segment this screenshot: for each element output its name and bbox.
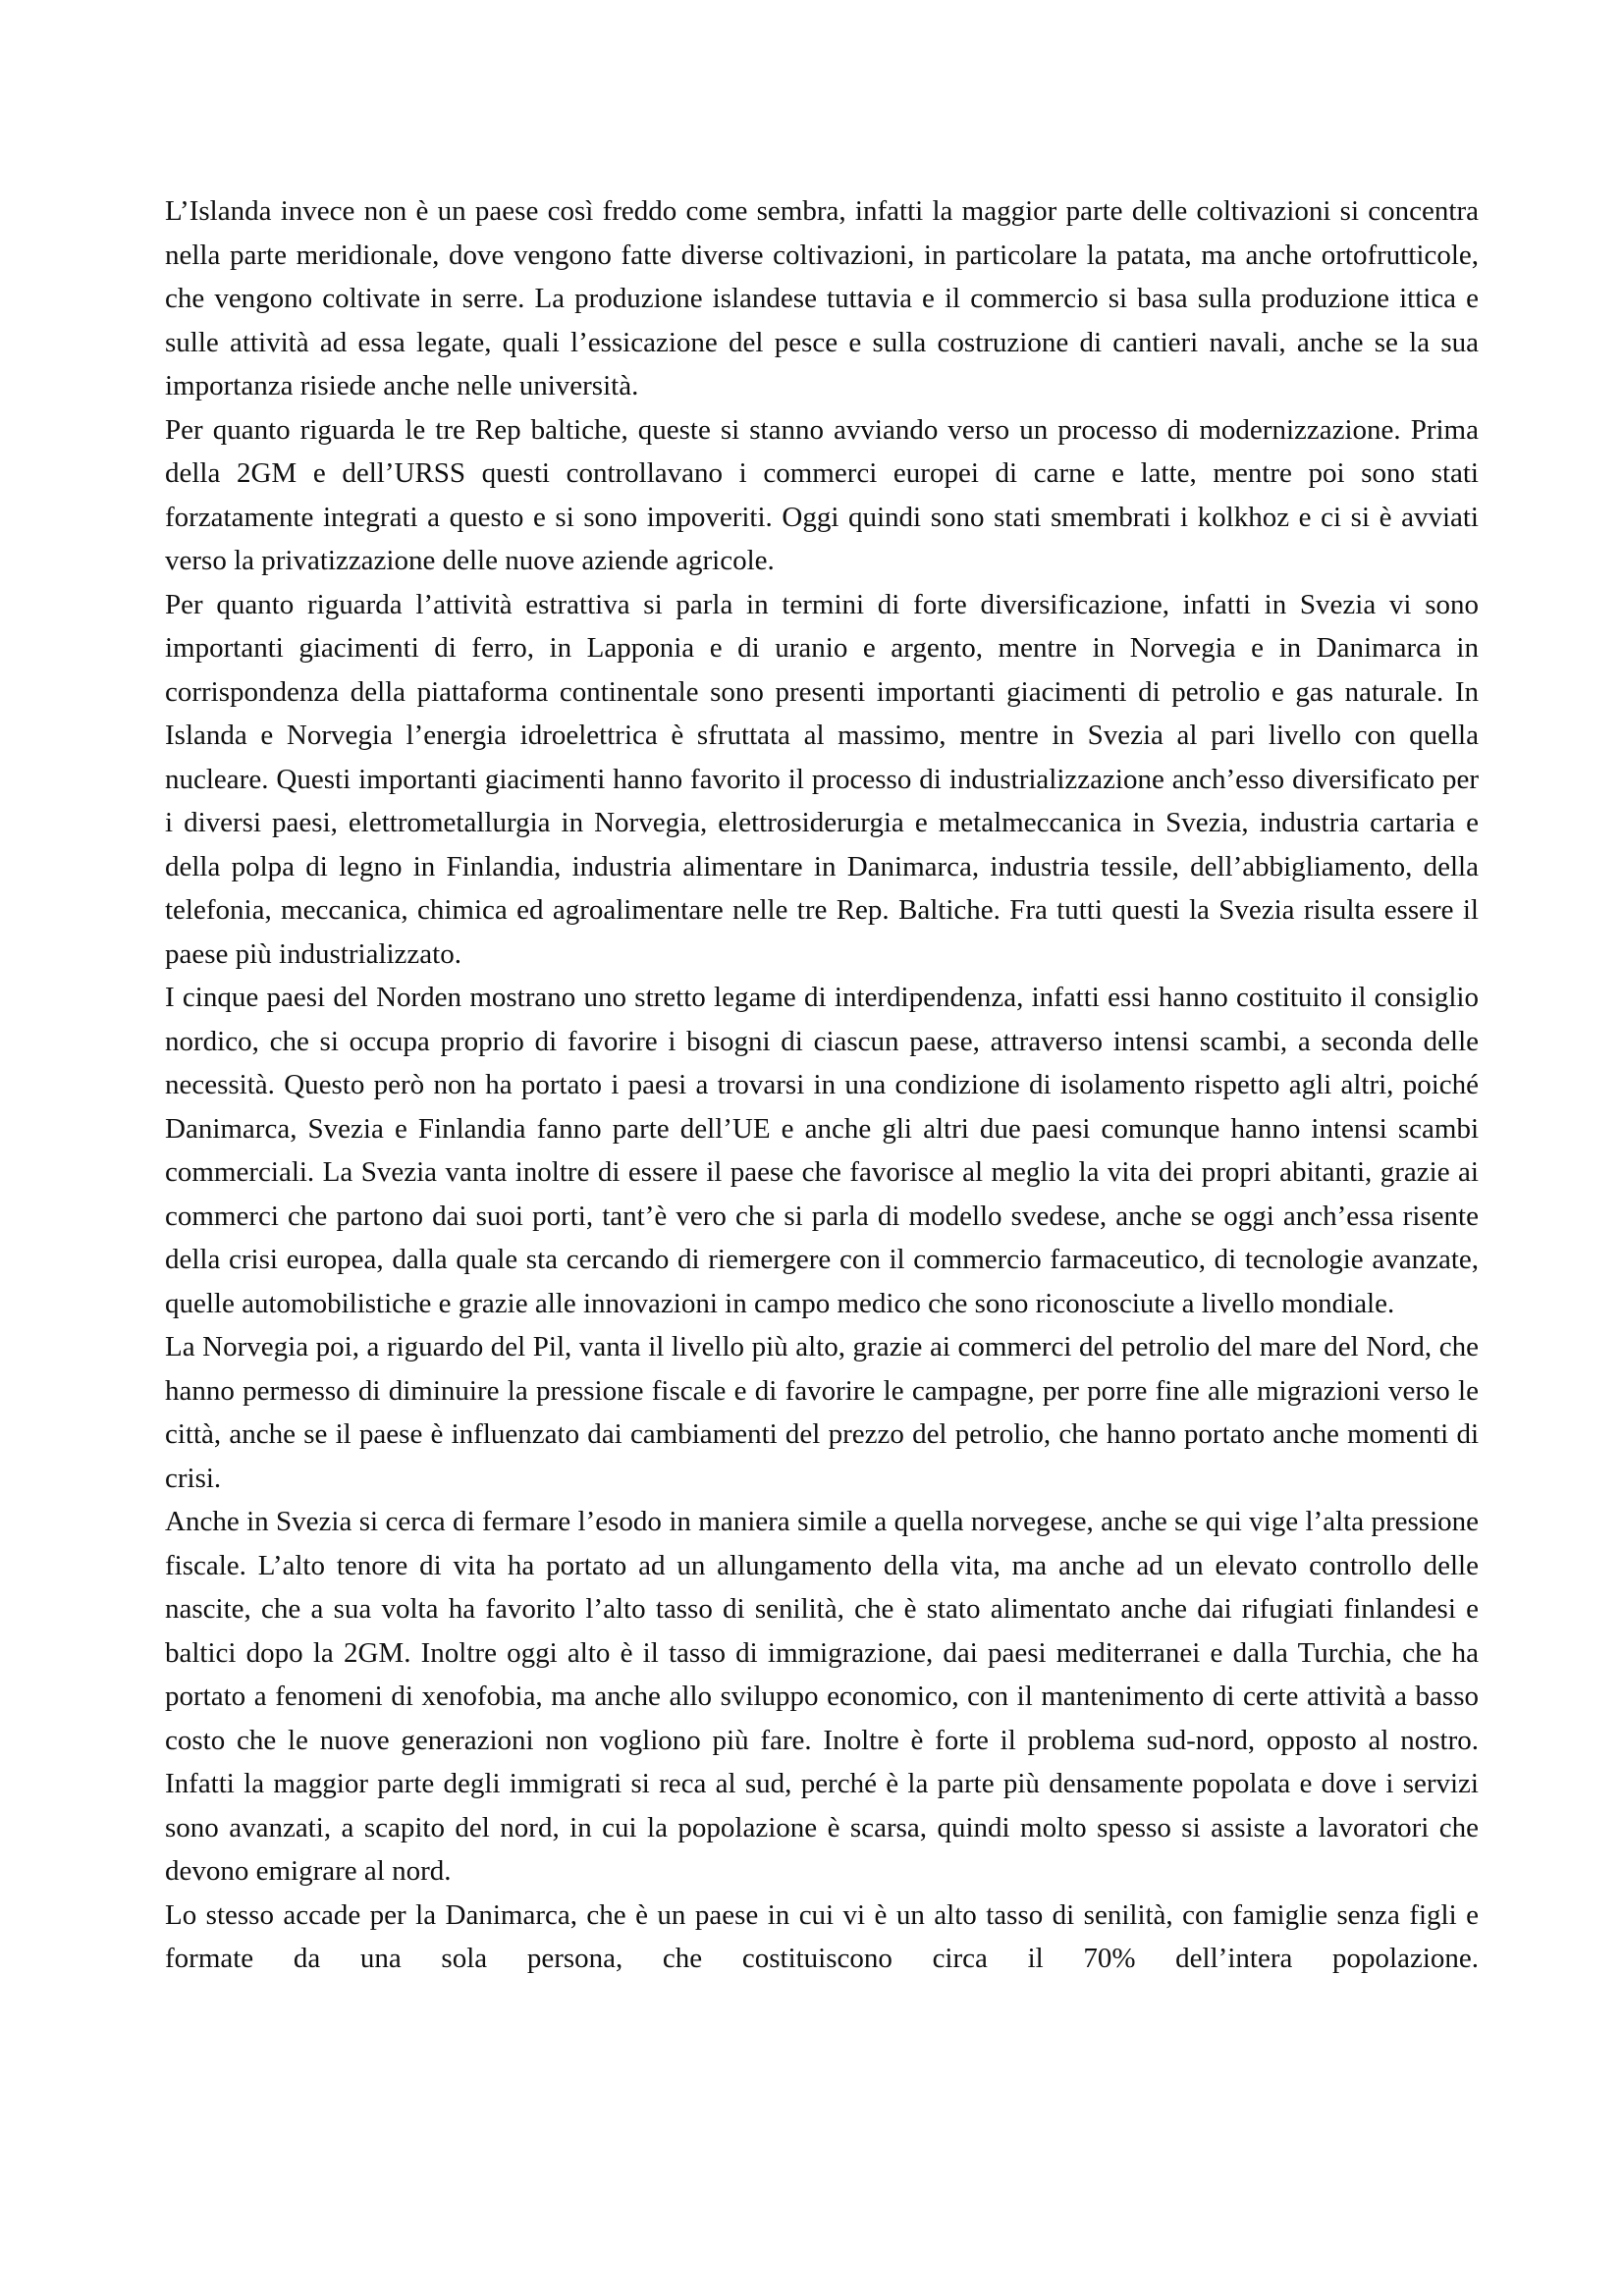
paragraph-iceland: L’Islanda invece non è un paese così freddo come sembra, infatti la maggior parte delle coltivazioni si concentra nella parte meridionale, dove vengono fatte diverse coltivazioni, in particolare la patata, ma anche ortofrutticole, che vengono coltivate in serre. La produzione islandese tuttavia e il commercio si basa sulla produzione ittica e sulle attività ad essa legate, quali l’essicazione del pesce e sulla costruzione di cantieri navali, anche se la sua importanza risiede anche nelle università.: [165, 195, 1479, 401]
paragraph-baltic-republics: Per quanto riguarda le tre Rep baltiche, queste si stanno avviando verso un processo di modernizzazione. Prima della 2GM e dell’URSS questi controllavano i commerci europei di carne e latte, mentre poi sono stati forzatamente integrati a questo e si sono impoveriti. Oggi quindi sono stati smembrati i kolkhoz e ci si è avviati verso la privatizzazione delle nuove aziende agricole.: [165, 413, 1479, 576]
paragraph-extractive-activity: Per quanto riguarda l’attività estrattiva si parla in termini di forte diversificazione, infatti in Svezia vi sono importanti giacimenti di ferro, in Lapponia e di uranio e argento, mentre in Norvegia e in Danimarca in corrispondenza della piattaforma continentale sono presenti importanti giacimenti di petrolio e gas naturale. In Islanda e Norvegia l’energia idroelettrica è sfruttata al massimo, mentre in Svezia al pari livello con quella nucleare. Questi importanti giacimenti hanno favorito il processo di industrializzazione anch’esso diversificato per i diversi paesi, elettrometallurgia in Norvegia, elettrosiderurgia e metalmeccanica in Svezia, industria cartaria e della polpa di legno in Finlandia, industria alimentare in Danimarca, industria tessile, dell’abbigliamento, della telefonia, meccanica, chimica ed agroalimentare nelle tre Rep. Baltiche. Fra tutti questi la Svezia risulta essere il paese più industrializzato.: [165, 588, 1479, 970]
paragraph-sweden: Anche in Svezia si cerca di fermare l’esodo in maniera simile a quella norvegese, anche se qui vige l’alta pressione fiscale. L’alto tenore di vita ha portato ad un allungamento della vita, ma anche ad un elevato controllo delle nascite, che a sua volta ha favorito l’alto tasso di senilità, che è stato alimentato anche dai rifugiati finlandesi e baltici dopo la 2GM. Inoltre oggi alto è il tasso di immigrazione, dai paesi mediterranei e dalla Turchia, che ha portato a fenomeni di xenofobia, ma anche allo sviluppo economico, con il mantenimento di certe attività a basso costo che le nuove generazioni non vogliono più fare. Inoltre è forte il problema sud-nord, opposto al nostro. Infatti la maggior parte degli immigrati si reca al sud, perché è la parte più densamente popolata e dove i servizi sono avanzati, a scapito del nord, in cui la popolazione è scarsa, quindi molto spesso si assiste a lavoratori che devono emigrare al nord.: [165, 1506, 1479, 1887]
paragraph-denmark: Lo stesso accade per la Danimarca, che è un paese in cui vi è un alto tasso di senilità, con famiglie senza figli e formate da una sola persona, che costituiscono circa il 70% dell’intera popolazione.: [165, 1898, 1479, 1974]
document-body: [165, 189, 1479, 1981]
paragraph-norway: La Norvegia poi, a riguardo del Pil, vanta il livello più alto, grazie ai commerci del petrolio del mare del Nord, che hanno permesso di diminuire la pressione fiscale e di favorire le campagne, per porre fine alle migrazioni verso le città, anche se il paese è influenzato dai cambiamenti del prezzo del petrolio, che hanno portato anche momenti di crisi.: [165, 1331, 1479, 1494]
paragraph-norden-countries: I cinque paesi del Norden mostrano uno stretto legame di interdipendenza, infatti essi hanno costituito il consiglio nordico, che si occupa proprio di favorire i bisogni di ciascun paese, attraverso intensi scambi, a seconda delle necessità. Questo però non ha portato i paesi a trovarsi in una condizione di isolamento rispetto agli altri, poiché Danimarca, Svezia e Finlandia fanno parte dell’UE e anche gli altri due paesi comunque hanno intensi scambi commerciali. La Svezia vanta inoltre di essere il paese che favorisce al meglio la vita dei propri abitanti, grazie ai commerci che partono dai suoi porti, tant’è vero che si parla di modello svedese, anche se oggi anch’essa risente della crisi europea, dalla quale sta cercando di riemergere con il commercio farmaceutico, di tecnologie avanzate, quelle automobilistiche e grazie alle innovazioni in campo medico che sono riconosciute a livello mondiale.: [165, 982, 1479, 1319]
